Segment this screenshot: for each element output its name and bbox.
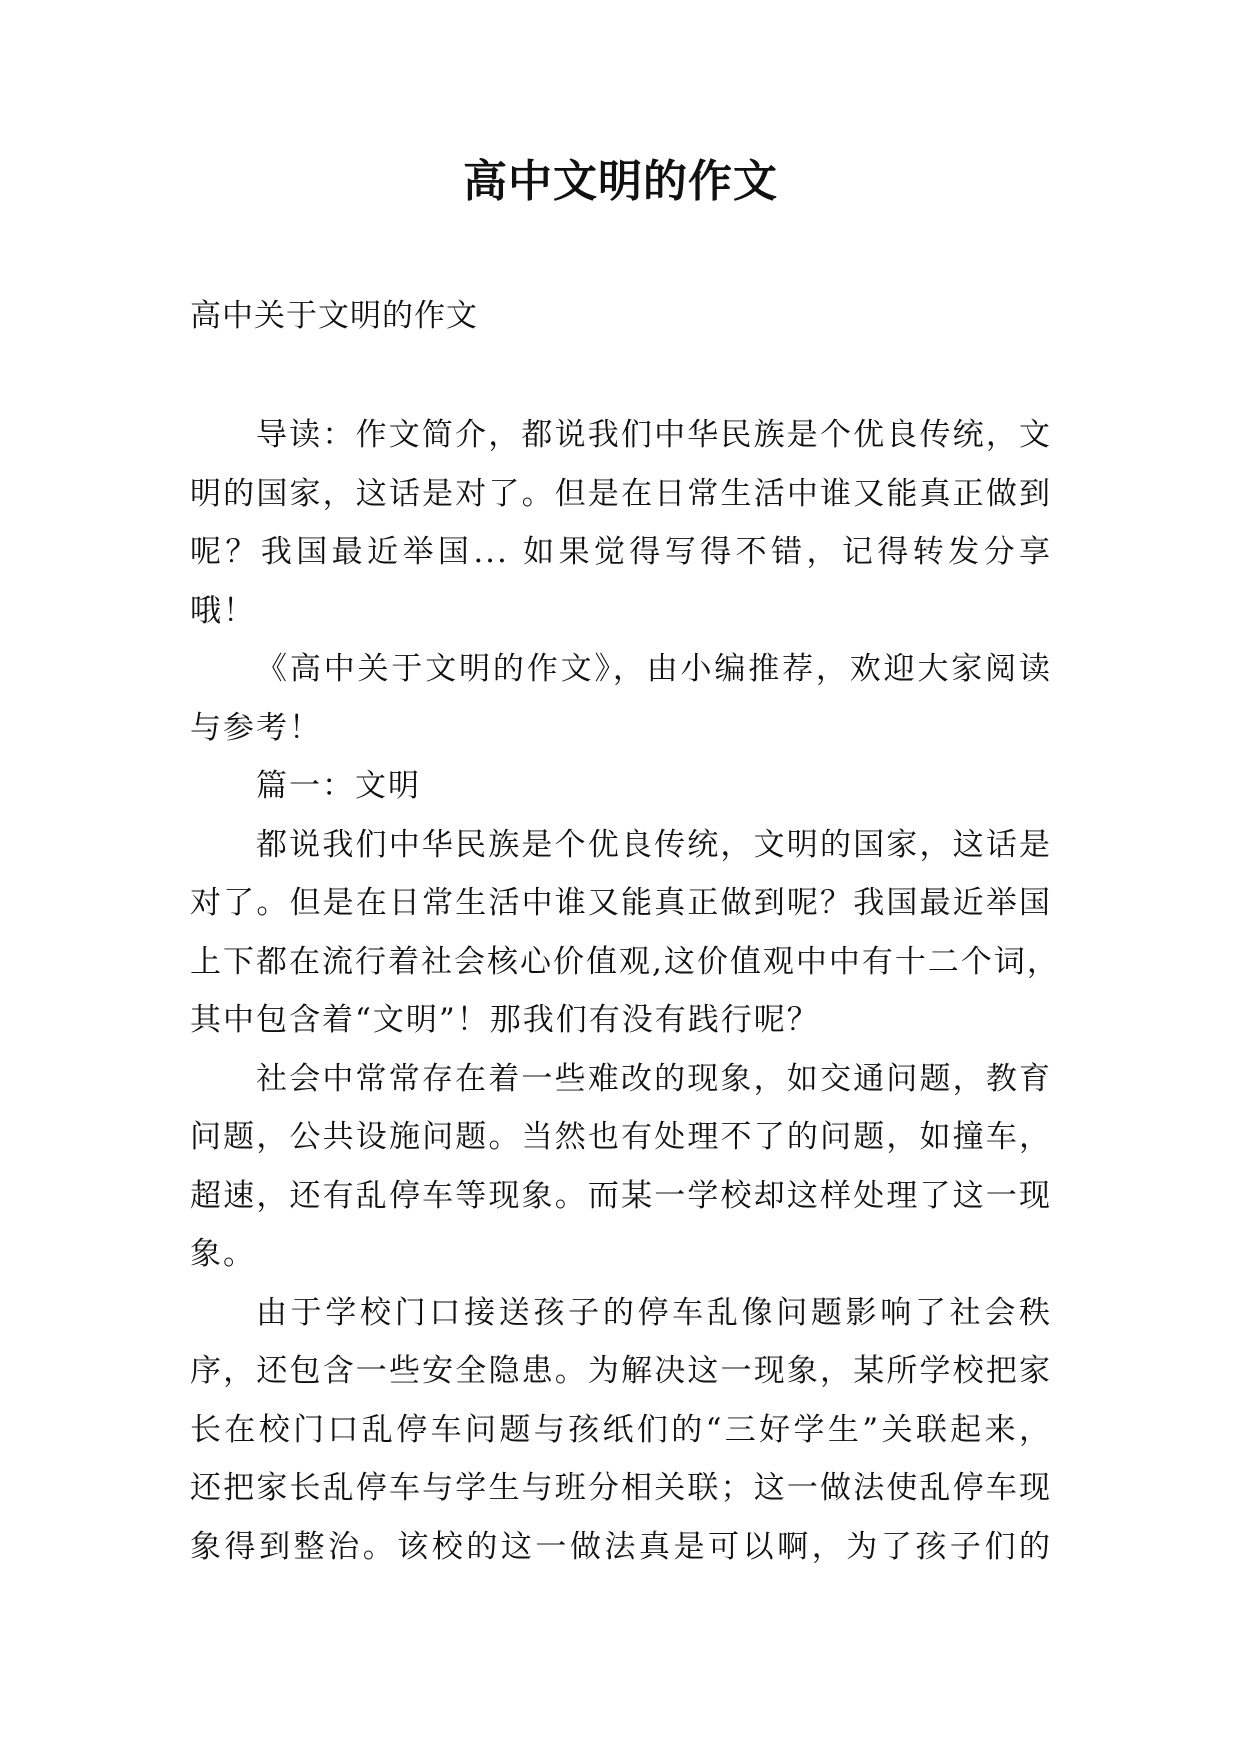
text-line: 象得到整治。该校的这一做法真是可以啊，为了孩子们的 (190, 1528, 1052, 1565)
document-body (190, 406, 1060, 1576)
text-line: 篇一：文明 (256, 768, 421, 804)
text-line: 长在校门口乱停车问题与孩纸们的“三好学生”关联起来， (190, 1411, 1052, 1448)
section-heading (190, 757, 1052, 816)
text-line: 导读：作文简介，都说我们中华民族是个优良传统，文 (256, 417, 1052, 453)
text-line: 序，还包含一些安全隐患。为解决这一现象，某所学校把家 (190, 1353, 1052, 1389)
paragraph-body (190, 1050, 1052, 1284)
text-line: 象。 (190, 1236, 256, 1272)
paragraph-recommend (190, 640, 1052, 757)
text-line: 都说我们中华民族是个优良传统，文明的国家，这话是 (256, 826, 1052, 863)
text-line: 《高中关于文明的作文》，由小编推荐，欢迎大家阅读 (256, 651, 1052, 687)
document-title: 高中文明的作文 (463, 156, 778, 207)
document-subtitle: 高中关于文明的作文 (190, 298, 478, 334)
text-line: 呢？我国最近举国... 如果觉得写得不错，记得转发分享 (190, 534, 1052, 570)
text-line: 由于学校门口接送孩子的停车乱像问题影响了社会秩 (256, 1294, 1052, 1331)
paragraph-body (190, 1284, 1052, 1577)
text-line: 还把家长乱停车与学生与班分相关联；这一做法使乱停车现 (190, 1470, 1052, 1506)
paragraph-body (190, 816, 1060, 1050)
text-line: 上下都在流行着社会核心价值观,这价值观中中有十二个词， (190, 943, 1060, 980)
text-line: 其中包含着“文明”！那我们有没有践行呢？ (190, 1002, 820, 1038)
paragraph-intro (190, 406, 1052, 640)
text-line: 问题，公共设施问题。当然也有处理不了的问题，如撞车， (190, 1119, 1052, 1155)
text-line: 哦！ (190, 592, 256, 629)
text-line: 超速，还有乱停车等现象。而某一学校却这样处理了这一现 (190, 1177, 1052, 1214)
text-line: 社会中常常存在着一些难改的现象，如交通问题，教育 (256, 1060, 1052, 1097)
text-line: 对了。但是在日常生活中谁又能真正做到呢？我国最近举国 (190, 885, 1052, 921)
text-line: 与参考！ (190, 709, 322, 746)
text-line: 明的国家，这话是对了。但是在日常生活中谁又能真正做到 (190, 475, 1052, 512)
